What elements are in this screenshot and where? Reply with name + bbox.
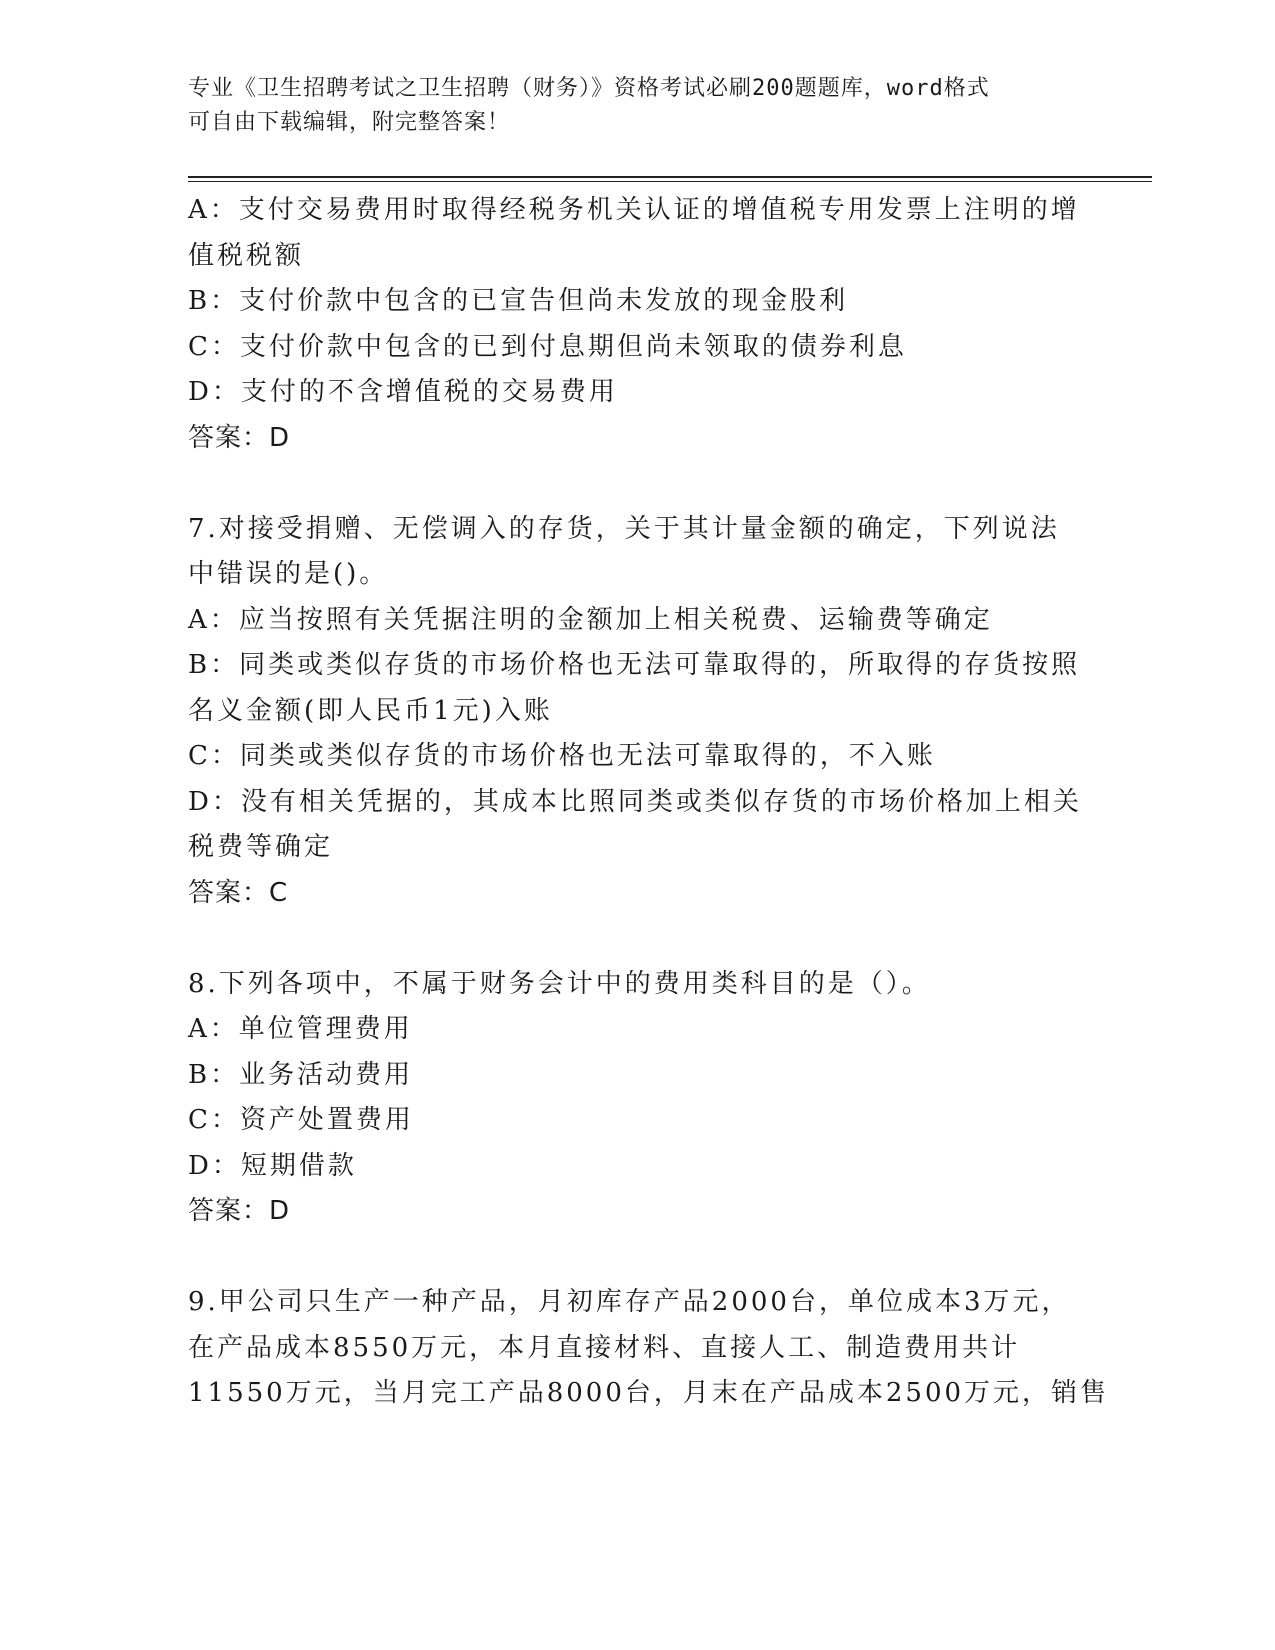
question-text: 在产品成本8550万元，本月直接材料、直接人工、制造费用共计 (188, 1332, 1021, 1363)
question-block (188, 962, 1088, 1235)
option-line: 税费等确定 (188, 832, 334, 862)
option-line: B：同类或类似存货的市场价格也无法可靠取得的，所取得的存货按照 (188, 650, 1081, 680)
answer-line: 答案：D (188, 1196, 291, 1226)
option-line: B：支付价款中包含的已宣告但尚未发放的现金股利 (188, 286, 849, 316)
answer-line: 答案：D (188, 422, 291, 453)
question-text: 8.下列各项中，不属于财务会计中的费用类科目的是（）。 (188, 968, 931, 999)
option-line: C：资产处置费用 (188, 1105, 414, 1135)
question-text: 11550万元，当月完工产品8000台，月末在产品成本2500万元，销售 (188, 1378, 1110, 1408)
header-divider-thick (188, 176, 1152, 178)
option-line: 值税税额 (188, 240, 305, 271)
question-list (188, 188, 1110, 1417)
option-line: 名义金额(即人民币1元)入账 (188, 695, 553, 726)
question-text: 9.甲公司只生产一种产品，月初库存产品2000台，单位成本3万元， (188, 1287, 1071, 1317)
document-header (188, 72, 1088, 140)
option-line: D：没有相关凭据的，其成本比照同类或类似存货的市场价格加上相关 (188, 786, 1082, 817)
question-block (188, 1280, 1110, 1417)
question-block (188, 188, 1088, 461)
header-divider-thin (188, 181, 1152, 182)
option-line: D：支付的不含增值税的交易费用 (188, 377, 618, 407)
option-line: B：业务活动费用 (188, 1059, 414, 1090)
header-line-1: 专业《卫生招聘考试之卫生招聘（财务）》资格考试必刷200题题库，word格式 (188, 76, 990, 101)
header-line-2: 可自由下载编辑，附完整答案！ (188, 110, 511, 135)
option-line: D：短期借款 (188, 1150, 357, 1181)
answer-line: 答案：C (188, 877, 289, 908)
question-block (188, 507, 1088, 917)
option-line: C：支付价款中包含的已到付息期但尚未领取的债券利息 (188, 331, 907, 362)
option-line: C：同类或类似存货的市场价格也无法可靠取得的，不入账 (188, 741, 936, 771)
question-text: 7.对接受捐赠、无偿调入的存货，关于其计量金额的确定，下列说法 (188, 513, 1060, 544)
option-line: A：应当按照有关凭据注明的金额加上相关税费、运输费等确定 (188, 604, 993, 635)
option-line: A：支付交易费用时取得经税务机关认证的增值税专用发票上注明的增 (188, 195, 1080, 225)
question-text: 中错误的是()。 (188, 559, 389, 589)
option-line: A：单位管理费用 (188, 1014, 413, 1044)
